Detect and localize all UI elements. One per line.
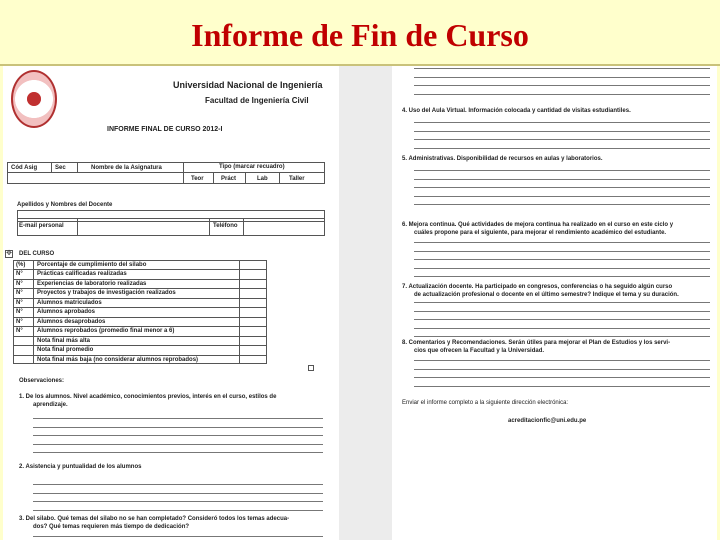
answer-line [414,319,710,320]
answer-line [414,139,710,140]
col-sep [279,172,280,184]
answer-line [414,311,710,312]
table-row: Nota final más alta [37,337,91,344]
sec-label: Sec [55,165,66,171]
row-sep [13,279,267,280]
asignatura-label: Nombre de la Asignatura [91,165,162,171]
col-sep [243,218,244,236]
obs1-text: 1. De los alumnos. Nivel académico, conocimientos previos, interés en el curso, estilos de [19,394,277,400]
observaciones-heading: Observaciones: [19,378,65,384]
row-symbol: N° [16,280,23,287]
row-symbol: N° [16,318,23,325]
answer-line [33,435,323,436]
answer-line [33,493,323,494]
answer-line [33,444,323,445]
table-row: Proyectos y trabajos de investigación realizados [37,290,176,297]
row-sep [13,336,267,337]
row-sep [13,307,267,308]
lab-label: Lab [257,176,268,182]
row-symbol: N° [16,290,23,297]
row-symbol: N° [16,299,23,306]
q8-text: 8. Comentarios y Recomendaciones. Serán útiles para mejorar el Plan de Estudios y los servi- [402,340,671,346]
contact-email: acreditacionfic@uni.edu.pe [508,418,587,424]
taller-label: Taller [289,176,305,182]
row-sep [13,298,267,299]
answer-line [414,242,710,243]
col-sep [51,162,52,172]
university-seal-logo [11,70,57,128]
obs1-text-cont: aprendizaje. [33,402,68,408]
answer-line [414,77,710,78]
table-row: Alumnos aprobados [37,309,96,316]
form-page-right [392,66,717,540]
answer-line [414,68,710,69]
answer-line [33,427,323,428]
row-symbol: N° [16,328,23,335]
answer-line [414,148,710,149]
faculty-name: Facultad de Ingeniería Civil [205,96,309,105]
q7-text-cont: de actualización profesional o docente en el último semestre? Indique el tema y su duración. [414,292,679,298]
row-symbol: N° [16,271,23,278]
answer-line [33,484,323,485]
docente-label: Apellidos y Nombres del Docente [17,202,113,208]
col-sep [77,218,78,236]
answer-line [414,170,710,171]
table-row: Experiencias de laboratorio realizadas [37,280,147,287]
q6-text-cont: cuáles propone para el siguiente, para mejorar el rendimiento académico del estudiante. [414,230,667,236]
q5-text: 5. Administrativas. Disponibilidad de recursos en aulas y laboratorios. [402,156,603,162]
answer-line [414,336,710,337]
q4-text: 4. Uso del Aula Virtual. Información colocada y cantidad de visitas estudiantiles. [402,108,631,114]
answer-line [414,259,710,260]
row-sep [13,288,267,289]
col-sep [245,172,246,184]
answer-line [414,386,710,387]
row-sep [13,326,267,327]
answer-line [414,94,710,95]
q8-text-cont: cios que ofrecen la Facultad y la Universidad. [414,348,545,354]
obs3-text: 3. Del silabo. Qué temas del silabo no se han completado? Consideró todos los temas adecua- [19,516,290,522]
col-sep [239,260,240,364]
del-curso-heading: DEL CURSO [19,251,55,257]
form-page-left [3,66,339,540]
obs2-text: 2. Asistencia y puntualidad de los alumnos [19,464,142,470]
table-resize-handle[interactable] [308,365,314,371]
answer-line [414,187,710,188]
row-sep [13,317,267,318]
pract-label: Práct [221,176,237,182]
table-row: Nota final promedio [37,347,94,354]
answer-line [414,251,710,252]
answer-line [414,302,710,303]
send-instructions: Enviar el informe completo a la siguiente dirección electrónica: [402,400,569,406]
row-sep [13,345,267,346]
answer-line [33,501,323,502]
answer-line [414,328,710,329]
answer-line [414,377,710,378]
answer-line [33,536,323,537]
report-title: INFORME FINAL DE CURSO 2012-I [107,126,223,133]
email-label: E-mail personal [19,223,64,229]
answer-line [414,360,710,361]
q6-text: 6. Mejora continua. Qué actividades de mejora continua ha realizado en el curso en este ciclo y [402,222,674,228]
answer-line [33,418,323,419]
answer-line [414,196,710,197]
answer-line [414,276,710,277]
cod-asig-label: Cód Asig [11,165,38,171]
col-sep [183,162,184,184]
table-row: Alumnos matriculados [37,299,102,306]
col-sep [213,172,214,184]
answer-line [414,85,710,86]
row-sep [7,172,325,173]
telefono-label: Teléfono [213,223,238,229]
university-name: Universidad Nacional de Ingeniería [173,80,323,90]
slide-title: Informe de Fin de Curso [191,17,529,53]
col-sep [209,218,210,236]
answer-line [414,204,710,205]
page-gap [339,66,392,540]
table-row: Nota final más baja (no considerar alumnos reprobados) [37,356,199,363]
q7-text: 7. Actualización docente. Ha participado en congresos, conferencias o ha seguido algún curso [402,284,673,290]
tipo-label: Tipo (marcar recuadro) [219,164,285,170]
row-symbol: N° [16,309,23,316]
row-sep [13,269,267,270]
row-symbol: (%) [16,262,26,268]
teor-label: Teor [191,176,204,182]
answer-line [33,510,323,511]
answer-line [414,268,710,269]
answer-line [414,179,710,180]
answer-line [33,452,323,453]
seal-emblem-icon [27,92,41,106]
col-sep [33,260,34,364]
table-row: Prácticas calificadas realizadas [37,271,127,278]
answer-line [414,131,710,132]
row-sep [13,355,267,356]
table-row: Alumnos desaprobados [37,318,106,325]
answer-line [414,369,710,370]
move-handle-icon[interactable]: ✥ [6,250,12,257]
obs3-text-cont: dos? Qué temas requieren más tiempo de dedicación? [33,524,190,530]
answer-line [414,122,710,123]
col-sep [77,162,78,172]
table-row: Porcentaje de cumplimiento del silabo [37,262,147,268]
table-row: Alumnos reprobados (promedio final menor a 6) [37,328,175,335]
